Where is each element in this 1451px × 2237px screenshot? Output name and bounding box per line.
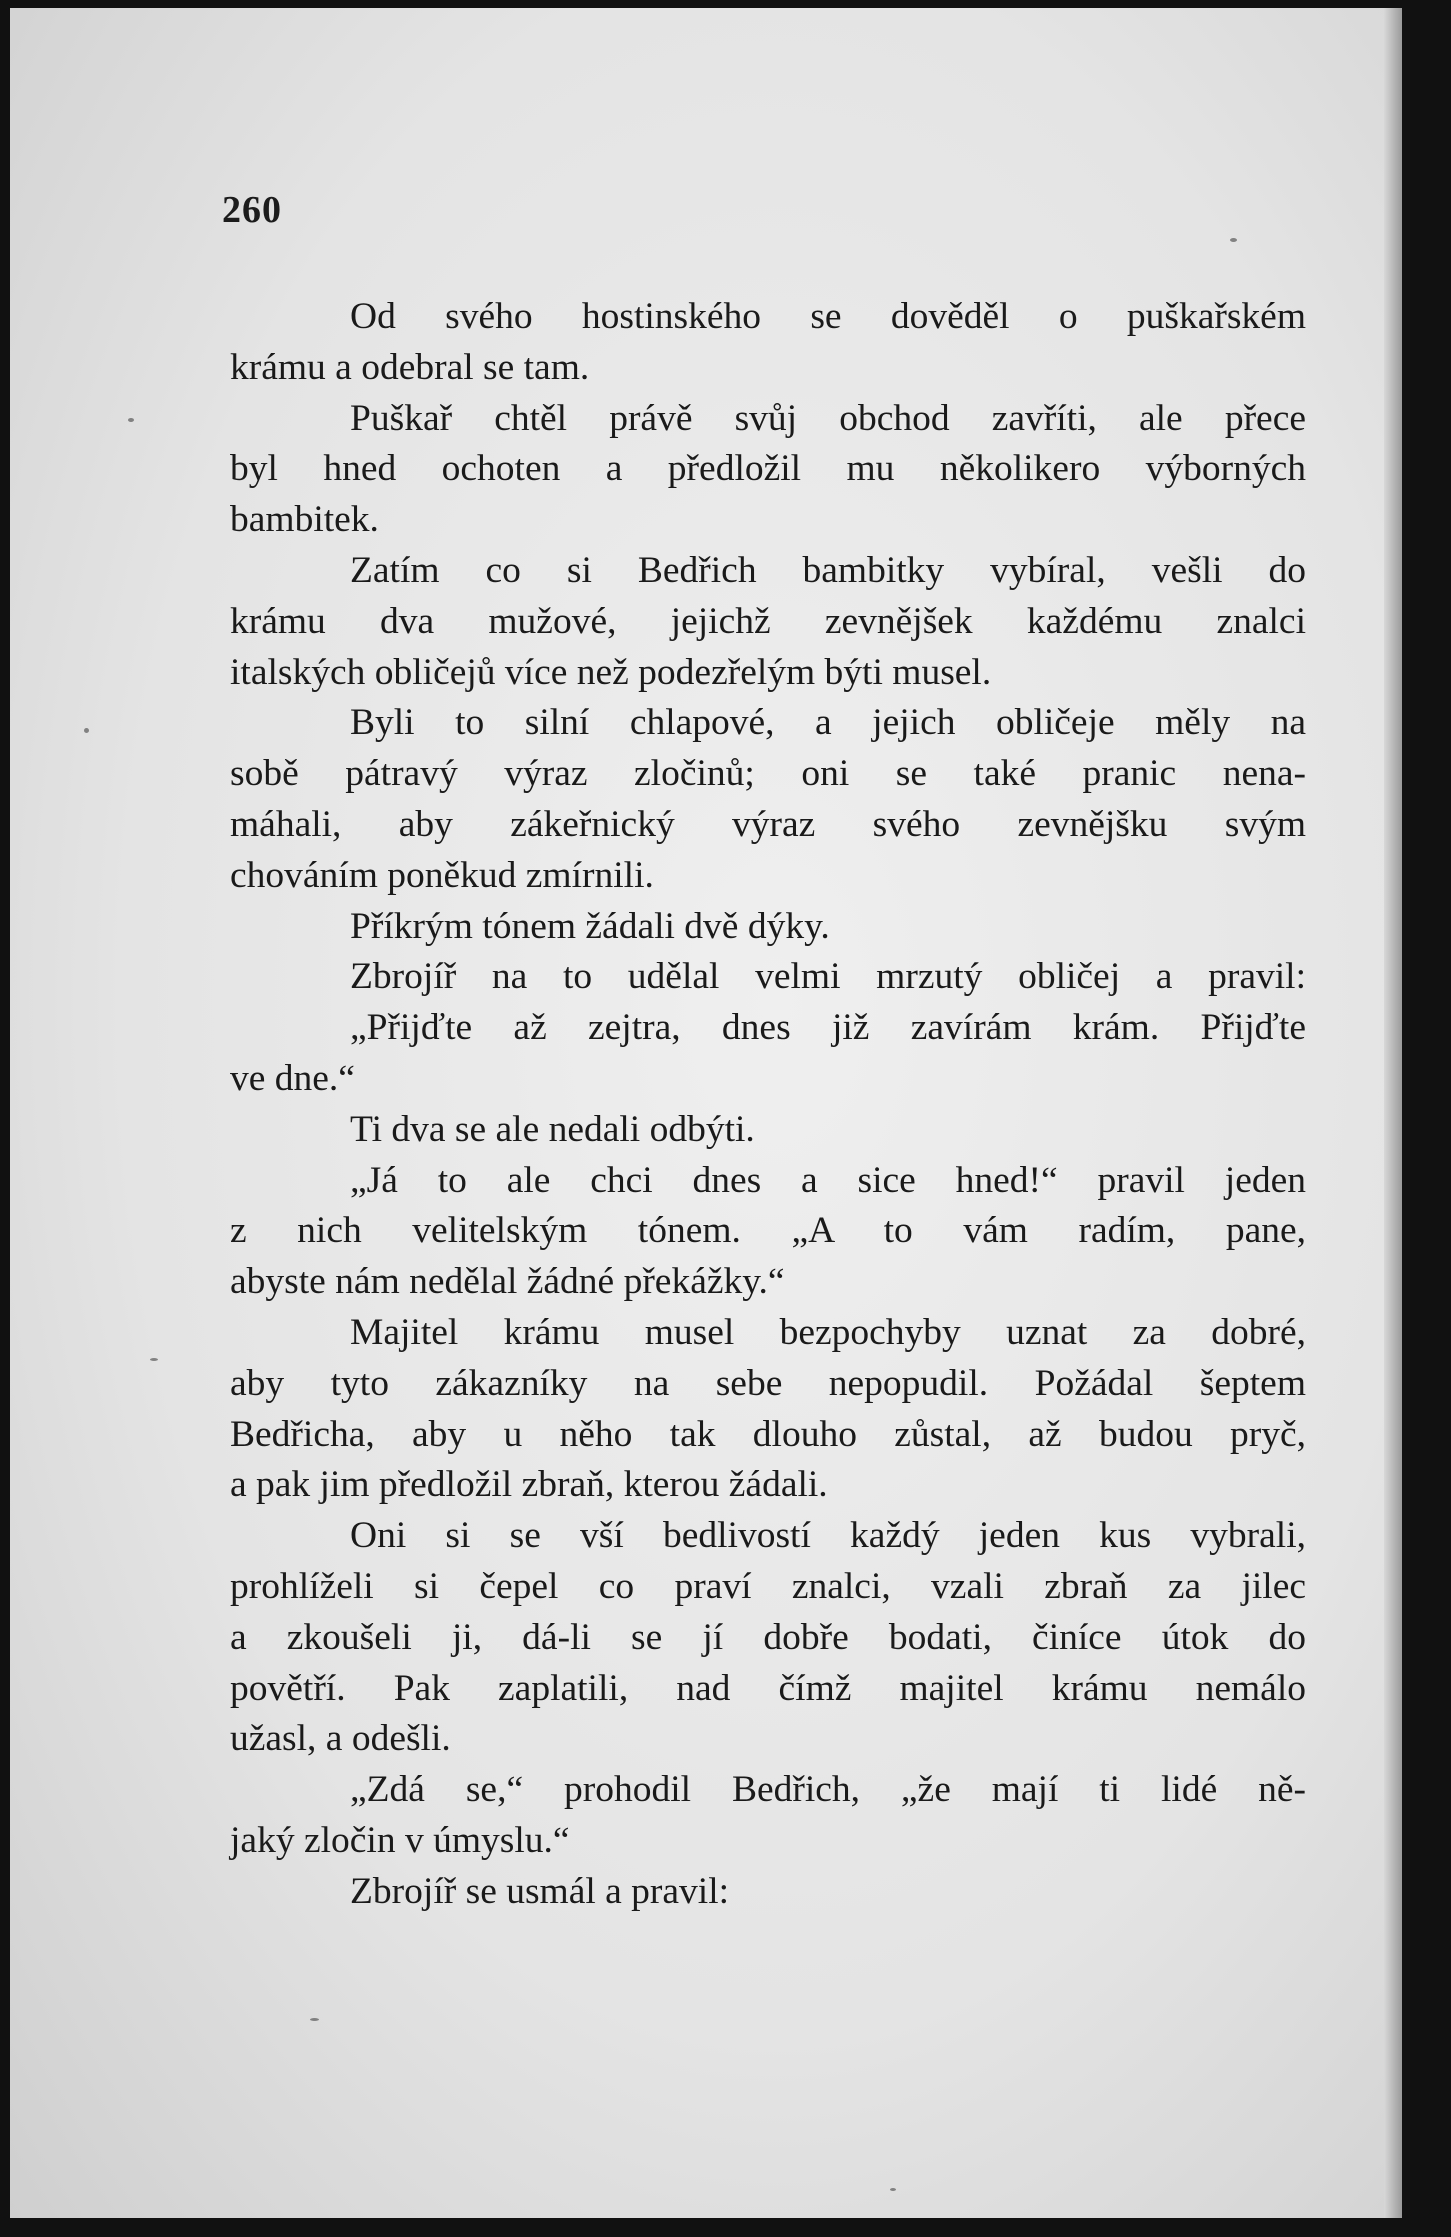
scan-speck	[890, 2188, 896, 2191]
scan-speck	[1230, 238, 1237, 242]
text-line: Puškař chtěl právě svůj obchod zavříti, ale přece	[350, 397, 1306, 439]
scan-speck	[310, 2018, 319, 2021]
text-line: „Já to ale chci dnes a sice hned!“ pravil jeden	[350, 1159, 1306, 1201]
text-line: Bedřicha, aby u něho tak dlouho zůstal, až budou pryč,	[230, 1413, 1306, 1455]
text-line: krámu dva mužové, jejichž zevnějšek každému znalci	[230, 600, 1306, 642]
text-line: povětří. Pak zaplatili, nad čímž majitel krámu nemálo	[230, 1667, 1306, 1709]
page-number: 260	[222, 189, 282, 231]
text-line: Ti dva se ale nedali odbýti.	[350, 1108, 755, 1150]
text-line: „Zdá se,“ prohodil Bedřich, „že mají ti lidé ně-	[350, 1769, 1306, 1811]
text-line: italských obličejů více než podezřelým býti musel.	[230, 651, 992, 693]
text-line: užasl, a odešli.	[230, 1718, 451, 1760]
text-line: Příkrým tónem žádali dvě dýky.	[350, 905, 830, 947]
text-line: aby tyto zákazníky na sebe nepopudil. Požádal šeptem	[230, 1362, 1306, 1404]
text-line: a zkoušeli ji, dá-li se jí dobře bodati, činíce útok do	[230, 1616, 1306, 1658]
text-line: prohlíželi si čepel co praví znalci, vzali zbraň za jilec	[230, 1565, 1306, 1607]
text-line: Od svého hostinského se dověděl o puškařském	[350, 296, 1306, 337]
text-line: Zbrojíř se usmál a pravil:	[350, 1870, 730, 1912]
text-line: byl hned ochoten a předložil mu několikero výborných	[230, 448, 1306, 490]
text-line: jaký zločin v úmyslu.“	[230, 1819, 570, 1861]
text-line: abyste nám nedělal žádné překážky.“	[230, 1261, 785, 1303]
text-line: bambitek.	[230, 499, 379, 541]
scan-speck	[84, 728, 89, 733]
body-text	[230, 292, 1306, 1918]
text-line: máhali, aby zákeřnický výraz svého zevnějšku svým	[230, 803, 1306, 845]
scan-speck	[150, 1358, 158, 1361]
text-line: Zbrojíř na to udělal velmi mrzutý obličej a pravil:	[350, 956, 1306, 998]
text-line: Zatím co si Bedřich bambitky vybíral, vešli do	[350, 549, 1306, 591]
book-page	[10, 8, 1402, 2218]
text-line: Byli to silní chlapové, a jejich obličeje měly na	[350, 702, 1306, 744]
text-line: „Přijďte až zejtra, dnes již zavírám krám. Přijďte	[350, 1007, 1306, 1049]
page-edge	[1384, 8, 1402, 2218]
scan-speck	[128, 418, 134, 422]
text-line: sobě pátravý výraz zločinů; oni se také pranic nena-	[230, 753, 1306, 795]
text-line: ve dne.“	[230, 1057, 355, 1099]
text-line: a pak jim předložil zbraň, kterou žádali.	[230, 1464, 828, 1506]
text-line: Majitel krámu musel bezpochyby uznat za dobré,	[350, 1311, 1306, 1353]
text-line: krámu a odebral se tam.	[230, 346, 590, 388]
text-line: z nich velitelským tónem. „A to vám radím, pane,	[230, 1210, 1306, 1252]
text-line: chováním poněkud zmírnili.	[230, 854, 654, 896]
text-line: Oni si se vší bedlivostí každý jeden kus vybrali,	[350, 1515, 1306, 1557]
